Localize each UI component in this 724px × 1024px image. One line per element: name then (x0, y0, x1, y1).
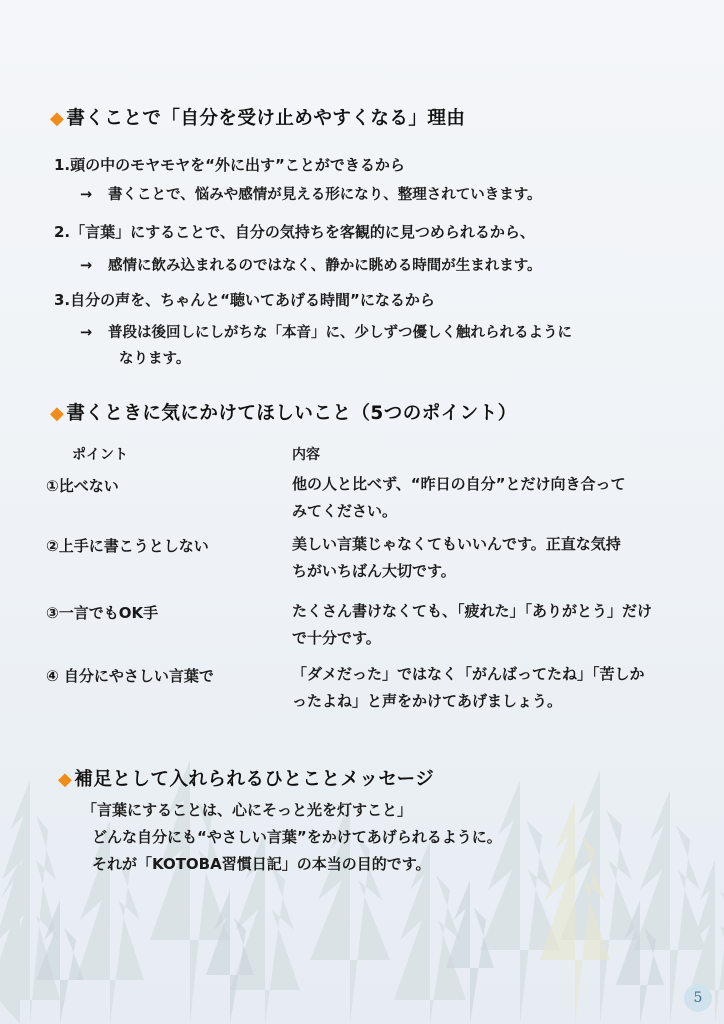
column-header-point: ポイント (72, 447, 128, 463)
diamond-bullet-icon: ◆ (50, 403, 65, 424)
reason-item-2: 2.「言葉」にすることで、自分の気持ちを客観的に見つめられるから、 (54, 223, 535, 241)
arrow-icon: → (80, 258, 93, 274)
section-heading-message: ◆ 補足として入れられるひとことメッセージ (58, 769, 435, 790)
reason-item-1: 1.頭の中のモヤモヤを“外に出す”ことができるから (54, 156, 405, 174)
point-row-2: ②上手に書こうとしない (46, 537, 209, 555)
arrow-icon: → (80, 187, 93, 203)
diamond-bullet-icon: ◆ (58, 769, 73, 790)
reason-detail-1: → 書くことで、悩みや感情が見える形になり、整理されていきます。 (80, 187, 542, 203)
section-heading-points: ◆ 書くときに気にかけてほしいこと（5つのポイント） (50, 403, 517, 424)
point-desc-1: 他の人と比べず、“昨日の自分”とだけ向き合って みてください。 (292, 475, 626, 520)
message-line-2: どんな自分にも“やさしい言葉”をかけてあげられるように。 (92, 828, 502, 846)
diamond-bullet-icon: ◆ (50, 108, 65, 129)
point-desc-4: 「ダメだった」ではなく「がんばってたね」「苦しか ったよね」と声をかけてあげましょう。 (292, 665, 645, 710)
point-row-3: ③一言でもOK手 (46, 604, 159, 622)
point-row-4: ④ 自分にやさしい言葉で (46, 667, 214, 685)
reason-item-3: 3.自分の声を、ちゃんと“聴いてあげる時間”になるから (54, 291, 435, 309)
section-heading-reasons: ◆ 書くことで「自分を受け止めやすくなる」理由 (50, 108, 466, 129)
point-row-1: ①比べない (46, 477, 119, 495)
reason-detail-2: → 感情に飲み込まれるのではなく、静かに眺める時間が生まれます。 (80, 258, 542, 274)
page-number: 5 (684, 984, 712, 1012)
point-desc-2: 美しい言葉じゃなくてもいいんです。正直な気持 ちがいちばん大切です。 (292, 535, 621, 580)
reason-detail-3: → 普段は後回しにしがちな「本音」に、少しずつ優しく触れられるように (80, 325, 572, 341)
point-desc-3: たくさん書けなくても、「疲れた」「ありがとう」だけ で十分です。 (292, 602, 653, 647)
message-line-3: それが「KOTOBA習慣日記」の本当の目的です。 (92, 855, 431, 873)
reason-detail-3-cont: なります。 (119, 351, 191, 367)
arrow-icon: → (80, 325, 93, 341)
column-header-content: 内容 (292, 447, 320, 463)
message-line-1: 「言葉にすることは、心にそっと光を灯すこと」 (82, 801, 413, 819)
